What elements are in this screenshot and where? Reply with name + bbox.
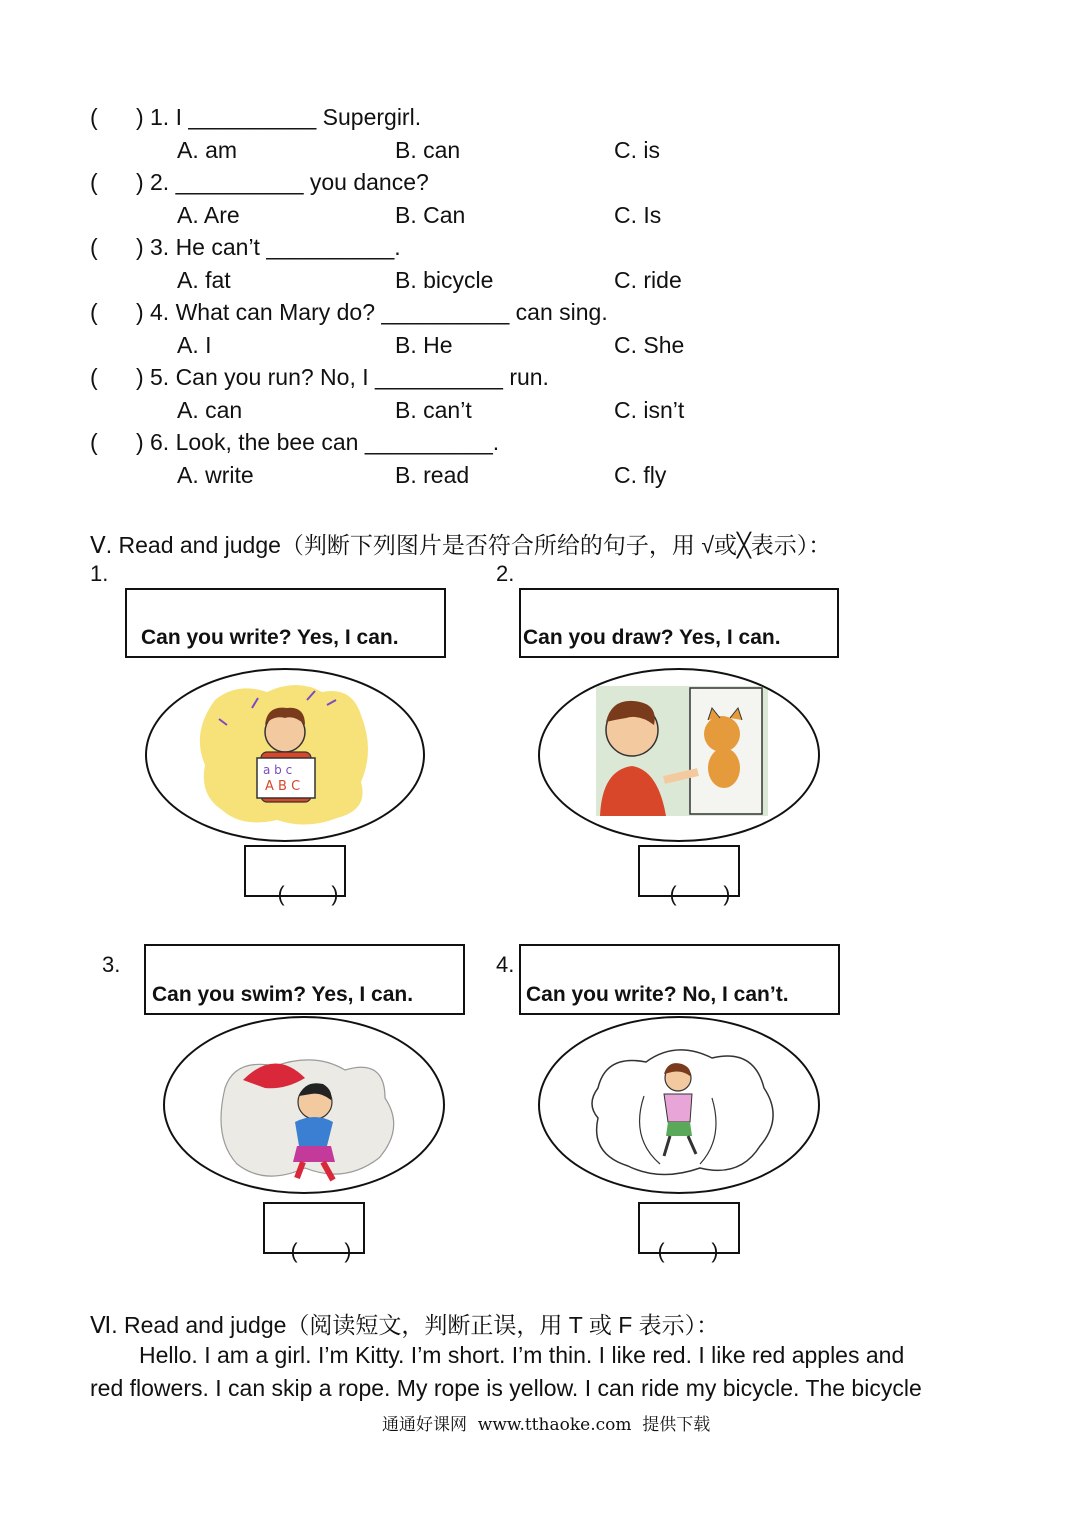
sentence-text: Can you swim? Yes, I can. xyxy=(152,983,414,1006)
picture-oval xyxy=(538,1016,820,1194)
option-b: B. read xyxy=(395,462,470,488)
question-stem: 6. Look, the bee can __________. xyxy=(150,429,500,455)
answer-paren[interactable]: ( ) xyxy=(90,364,144,390)
option-b: B. Can xyxy=(395,202,466,228)
reading-paragraph-line-1: Hello. I am a girl. I’m Kitty. I’m short. I’m thin. I like red. I like red apples and xyxy=(139,1342,905,1368)
answer-box[interactable] xyxy=(263,1202,365,1263)
option-b: B. can’t xyxy=(395,397,472,423)
answer-paren[interactable]: ( ) xyxy=(90,299,144,325)
item-number: 4. xyxy=(496,952,515,977)
boy-skipping-rope-image xyxy=(540,1018,818,1192)
question-stem: 5. Can you run? No, I __________ run. xyxy=(150,364,549,390)
question-stem: 2. __________ you dance? xyxy=(150,169,429,195)
picture-oval xyxy=(145,668,425,842)
answer-paren[interactable]: ( ) xyxy=(90,234,144,260)
item-number: 1. xyxy=(90,561,109,586)
footer-credit: 通通好课网 www.tthaoke.com 提供下载 xyxy=(382,1415,711,1435)
option-a: A. am xyxy=(177,137,238,163)
answer-box[interactable] xyxy=(638,845,740,906)
picture-oval xyxy=(163,1016,445,1194)
option-c: C. ride xyxy=(614,267,682,293)
option-c: C. She xyxy=(614,332,685,358)
supergirl-flying-image xyxy=(165,1018,443,1192)
option-c: C. is xyxy=(614,137,660,163)
item-number: 3. xyxy=(102,952,121,977)
sentence-text: Can you write? No, I can’t. xyxy=(526,983,789,1006)
sentence-box xyxy=(519,944,840,1015)
answer-paren[interactable]: ( ) xyxy=(90,169,144,195)
answer-box[interactable] xyxy=(244,845,346,906)
item-number: 2. xyxy=(496,561,515,586)
answer-paren-text: ( ) xyxy=(669,883,731,906)
answer-box[interactable] xyxy=(638,1202,740,1263)
option-a: A. Are xyxy=(177,202,240,228)
answer-paren[interactable]: ( ) xyxy=(90,429,144,455)
svg-text:a b c: a b c xyxy=(263,763,293,777)
sentence-text: Can you draw? Yes, I can. xyxy=(523,626,781,649)
option-b: B. He xyxy=(395,332,453,358)
sentence-text: Can you write? Yes, I can. xyxy=(141,626,399,649)
option-b: B. can xyxy=(395,137,461,163)
question-stem: 3. He can’t __________. xyxy=(150,234,401,260)
reading-paragraph-line-2: red flowers. I can skip a rope. My rope is yellow. I can ride my bicycle. The bicycle xyxy=(90,1375,922,1401)
sentence-box xyxy=(519,588,839,658)
option-b: B. bicycle xyxy=(395,267,494,293)
option-a: A. write xyxy=(177,462,254,488)
question-stem: 1. I __________ Supergirl. xyxy=(150,104,422,130)
section-title: Ⅴ. Read and judge（判断下列图片是否符合所给的句子，用 √或╳表示）： xyxy=(90,532,832,558)
option-a: A. I xyxy=(177,332,212,358)
picture-oval xyxy=(538,668,820,842)
answer-paren[interactable]: ( ) xyxy=(90,104,144,130)
sentence-box xyxy=(144,944,465,1015)
option-c: C. Is xyxy=(614,202,662,228)
option-c: C. fly xyxy=(614,462,667,488)
option-c: C. isn’t xyxy=(614,397,685,423)
answer-paren-text: ( ) xyxy=(657,1240,719,1263)
answer-paren-text: ( ) xyxy=(277,883,339,906)
option-a: A. fat xyxy=(177,267,231,293)
option-a: A. can xyxy=(177,397,243,423)
section-title: Ⅵ. Read and judge（阅读短文，判断正误，用 T 或 F 表示）： xyxy=(90,1312,720,1338)
boy-drawing-cat-image xyxy=(540,670,818,840)
svg-text:A B C: A B C xyxy=(265,779,301,794)
question-stem: 4. What can Mary do? __________ can sing. xyxy=(150,299,608,325)
answer-paren-text: ( ) xyxy=(290,1240,352,1263)
boy-holding-alphabet-card-image xyxy=(147,670,423,840)
sentence-box xyxy=(125,588,446,658)
